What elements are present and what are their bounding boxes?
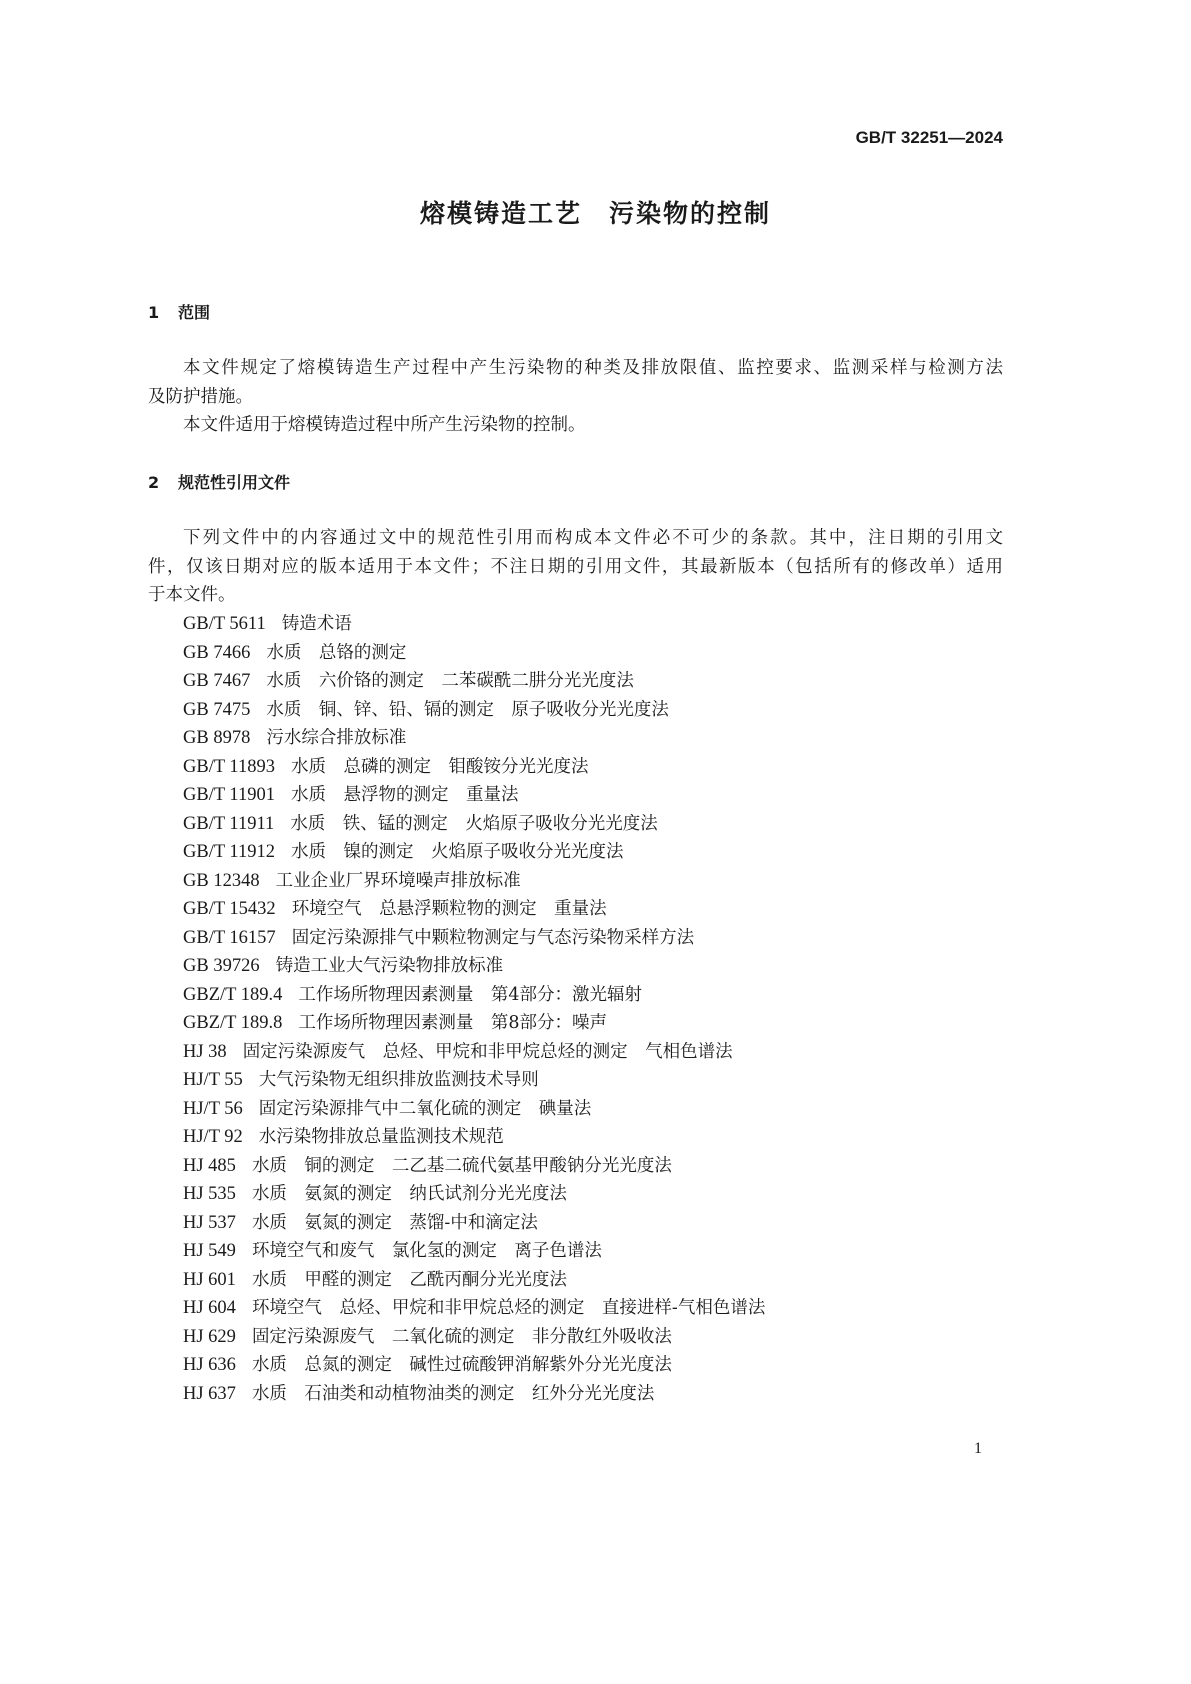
reference-title: 铸造术语 xyxy=(281,614,352,634)
reference-item xyxy=(183,867,521,895)
reference-code: GB/T 15432 xyxy=(183,899,276,919)
reference-item xyxy=(183,1038,733,1066)
section-number: 2 xyxy=(148,473,160,492)
reference-title: 污水综合排放标准 xyxy=(266,728,407,748)
reference-item xyxy=(183,1066,539,1094)
reference-title: 水质 铜的测定 二乙基二硫代氨基甲酸钠分光光度法 xyxy=(251,1155,672,1176)
reference-item xyxy=(183,1266,567,1294)
reference-item xyxy=(183,1294,765,1322)
paragraph-line: 及防护措施。 xyxy=(148,387,253,407)
paragraph-line: 本文件适用于熔模铸造过程中所产生污染物的控制。 xyxy=(183,415,586,435)
paragraph-line: 下列文件中的内容通过文中的规范性引用而构成本文件必不可少的条款。其中，注日期的引用文 xyxy=(183,528,1003,548)
reference-title: 水质 氨氮的测定 纳氏试剂分光光度法 xyxy=(251,1184,567,1204)
reference-title: 大气污染物无组织排放监测技术导则 xyxy=(258,1070,539,1090)
reference-item xyxy=(183,753,589,781)
reference-item xyxy=(183,838,624,866)
reference-code: HJ/T 55 xyxy=(183,1070,243,1090)
reference-title: 水质 氨氮的测定 蒸馏-中和滴定法 xyxy=(251,1212,538,1233)
reference-item xyxy=(183,924,694,952)
reference-item xyxy=(183,1180,567,1208)
document-title: 熔模铸造工艺 污染物的控制 xyxy=(419,199,771,228)
reference-item xyxy=(183,1237,602,1265)
reference-code: GB 8978 xyxy=(183,728,251,748)
reference-code: HJ 38 xyxy=(183,1041,227,1062)
reference-code: HJ 636 xyxy=(183,1355,236,1375)
reference-item xyxy=(183,696,669,724)
reference-code: GBZ/T 189.4 xyxy=(183,984,283,1005)
reference-item xyxy=(183,810,658,838)
reference-code: HJ 629 xyxy=(183,1326,236,1347)
reference-code: HJ 485 xyxy=(183,1155,236,1176)
reference-code: GB 12348 xyxy=(183,870,260,891)
reference-item xyxy=(183,610,352,638)
reference-title: 水质 总铬的测定 xyxy=(266,642,407,663)
reference-title: 固定污染源排气中二氧化硫的测定 碘量法 xyxy=(258,1098,592,1119)
reference-title: 水质 悬浮物的测定 重量法 xyxy=(291,785,519,805)
reference-title: 环境空气 总烃、甲烷和非甲烷总烃的测定 直接进样-气相色谱法 xyxy=(251,1298,766,1318)
reference-code: GB 39726 xyxy=(183,956,260,976)
paragraph-line: 于本文件。 xyxy=(148,585,236,605)
reference-item xyxy=(183,1323,672,1351)
reference-item xyxy=(183,1209,538,1237)
reference-item xyxy=(183,639,406,667)
reference-code: HJ 535 xyxy=(183,1184,236,1204)
reference-item xyxy=(183,952,503,980)
reference-code: GB/T 5611 xyxy=(183,614,266,634)
reference-title: 水质 铜、锌、铅、镉的测定 原子吸收分光光度法 xyxy=(266,699,669,720)
reference-code: GB/T 11893 xyxy=(183,756,275,777)
reference-title: 工作场所物理因素测量 第8部分：噪声 xyxy=(298,1013,607,1033)
reference-title: 固定污染源废气 总烃、甲烷和非甲烷总烃的测定 气相色谱法 xyxy=(242,1041,733,1062)
reference-title: 水质 铁、锰的测定 火焰原子吸收分光光度法 xyxy=(290,813,658,834)
section-number: 1 xyxy=(148,303,160,322)
reference-code: HJ 604 xyxy=(183,1298,236,1318)
reference-code: GB 7475 xyxy=(183,699,251,720)
reference-item xyxy=(183,1123,504,1151)
reference-title: 水质 甲醛的测定 乙酰丙酮分光光度法 xyxy=(251,1269,567,1290)
reference-code: HJ/T 92 xyxy=(183,1127,243,1147)
reference-code: HJ 549 xyxy=(183,1241,236,1261)
section-2-heading xyxy=(148,470,290,493)
reference-item xyxy=(183,1351,672,1379)
reference-title: 水污染物排放总量监测技术规范 xyxy=(258,1127,504,1147)
reference-code: HJ 601 xyxy=(183,1269,236,1290)
paragraph-line: 本文件规定了熔模铸造生产过程中产生污染物的种类及排放限值、监控要求、监测采样与检测方法 xyxy=(183,358,1003,378)
reference-item xyxy=(183,724,406,752)
reference-title: 工作场所物理因素测量 第4部分：激光辐射 xyxy=(298,984,642,1005)
page-number: 1 xyxy=(974,1440,982,1457)
reference-title: 水质 总磷的测定 钼酸铵分光光度法 xyxy=(291,756,589,777)
reference-code: GB/T 11911 xyxy=(183,813,275,834)
reference-title: 水质 镍的测定 火焰原子吸收分光光度法 xyxy=(291,842,624,862)
reference-code: GB/T 11912 xyxy=(183,842,275,862)
standard-number: GB/T 32251—2024 xyxy=(855,128,1003,147)
paragraph-line: 件，仅该日期对应的版本适用于本文件；不注日期的引用文件，其最新版本（包括所有的修改单）适用 xyxy=(148,557,1003,577)
reference-code: GB/T 16157 xyxy=(183,927,276,948)
reference-title: 水质 石油类和动植物油类的测定 红外分光光度法 xyxy=(251,1383,655,1404)
reference-item xyxy=(183,781,519,809)
reference-item xyxy=(183,667,634,695)
section-title: 范围 xyxy=(178,303,211,322)
reference-title: 工业企业厂界环境噪声排放标准 xyxy=(275,870,521,891)
reference-title: 水质 六价铬的测定 二苯碳酰二肼分光光度法 xyxy=(266,671,634,691)
reference-code: GB 7467 xyxy=(183,671,251,691)
reference-item xyxy=(183,1380,654,1408)
reference-item xyxy=(183,1009,607,1037)
reference-item xyxy=(183,895,607,923)
reference-item xyxy=(183,1152,672,1180)
reference-title: 环境空气和废气 氯化氢的测定 离子色谱法 xyxy=(251,1241,602,1261)
reference-title: 铸造工业大气污染物排放标准 xyxy=(275,956,504,976)
reference-code: GBZ/T 189.8 xyxy=(183,1013,283,1033)
reference-title: 固定污染源排气中颗粒物测定与气态污染物采样方法 xyxy=(291,927,695,948)
reference-item xyxy=(183,1095,591,1123)
reference-code: HJ/T 56 xyxy=(183,1098,243,1119)
reference-title: 环境空气 总悬浮颗粒物的测定 重量法 xyxy=(291,899,607,919)
reference-code: HJ 537 xyxy=(183,1212,236,1233)
reference-title: 固定污染源废气 二氧化硫的测定 非分散红外吸收法 xyxy=(251,1326,672,1347)
section-title: 规范性引用文件 xyxy=(178,473,291,492)
reference-code: HJ 637 xyxy=(183,1383,236,1404)
reference-code: GB 7466 xyxy=(183,642,251,663)
reference-item xyxy=(183,981,642,1009)
section-1-heading xyxy=(148,300,210,323)
reference-code: GB/T 11901 xyxy=(183,785,275,805)
reference-title: 水质 总氮的测定 碱性过硫酸钾消解紫外分光光度法 xyxy=(251,1355,672,1375)
